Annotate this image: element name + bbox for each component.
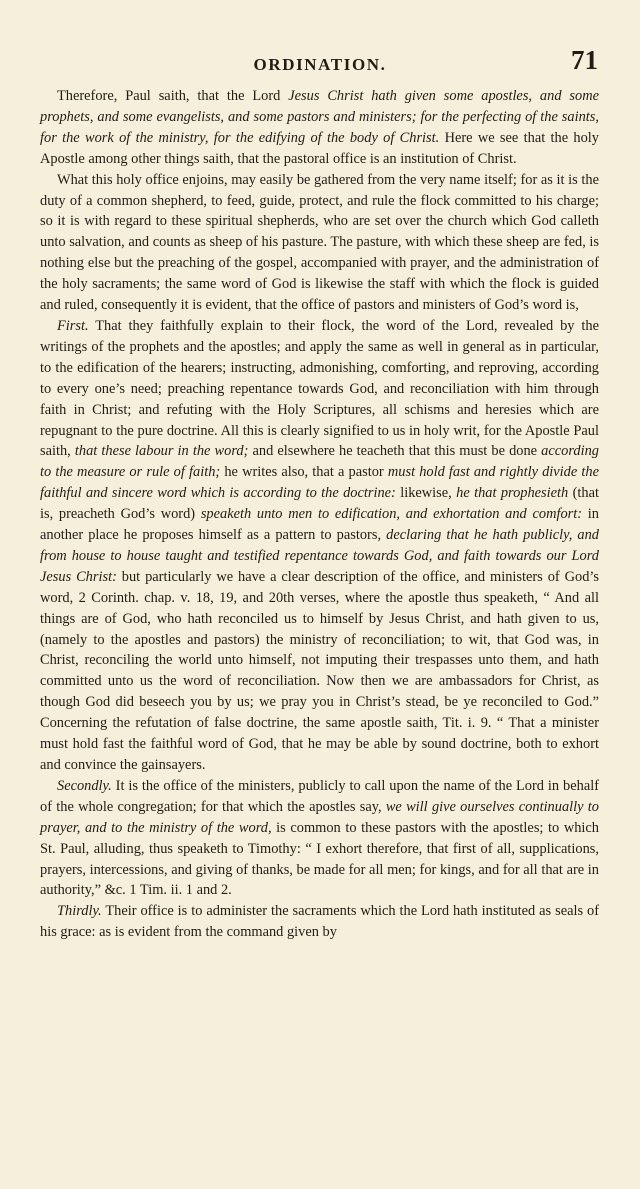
text-run: Their office is to administer the sacraments which the Lord hath instituted as seals of his grace: as is evident from the command given by <box>40 903 599 941</box>
text-run: Here we see that the holy Apostle among other things saith, that the pastoral office is an institution of Christ. <box>40 129 599 167</box>
paragraph <box>40 776 599 901</box>
italic-run: Thirdly. <box>57 903 102 920</box>
italic-run: according to the measure or rule of faith; <box>40 443 599 481</box>
text-run: but particularly we have a clear description of the office, and ministers of God’s word, 2 Corinth. chap. v. 18, 19, and 20th verses, where the apostle thus speaketh, “ And all things are of God, who hath reconciled us to himself by Jesus Christ, and hath given to us, (namely to the apostles and pastors) the ministry of reconciliation; to wit, that God was, in Christ, reconciling the world unto himself, not imputing their trespasses unto them, and hath committed unto us the word of reconciliation. Now then we are ambassadors for Christ, as though God did beseech you by us; we pray you in Christ’s stead, be ye reconciled to God.” Concerning the refutation of false doctrine, the same apostle saith, Tit. i. 9. “ That a minister must hold fast the faithful word of God, that he may be able by sound doctrine, both to exhort and convince the gainsayers. <box>40 568 599 773</box>
italic-run: he that prophesieth <box>456 485 569 502</box>
italic-run: Secondly. <box>57 777 112 794</box>
text-run: It is the office of the ministers, publicly to call upon the name of the Lord in behalf of the whole congregation; for that which the apostles say, <box>40 777 599 815</box>
text-run: likewise, <box>395 485 457 502</box>
text-run: Therefore, Paul saith, that the Lord <box>57 88 289 104</box>
italic-run: First. <box>57 317 89 334</box>
text-run: in another place he proposes himself as a pattern to pastors, <box>40 506 599 544</box>
text-run: What this holy office enjoins, may easily be gathered from the very name itself; for as it is the duty of a common shepherd, to feed, guide, protect, and rule the flock committed to his charge; so it is with regard to these spiritual shepherds, who are set over the church which God calleth unto salvation, and counts as sheep of his pasture. The pasture, with which these sheep are fed, is nothing else but the preaching of the gospel, accompanied with prayer, and the administration of the holy sacraments; the same word of God is likewise the staff with which the flock is guided and ruled, consequently it is evident, that the office of pastors and ministers of God’s word is, <box>40 171 599 314</box>
paragraph <box>40 86 599 170</box>
page-number: 71 <box>571 45 598 75</box>
text-run: and elsewhere he teacheth that this must be done <box>248 443 542 460</box>
italic-run: declaring that he hath publicly, and from house to house taught and testified repentance towards God, and faith towards our Lord Jesus Christ: <box>40 527 599 585</box>
paragraph <box>40 316 599 776</box>
italic-run: we will give ourselves continually to prayer, and to the ministry of the word, <box>40 798 599 836</box>
paragraph <box>40 901 599 943</box>
italic-run: must hold fast and rightly divide the faithful and sincere word which is according to the doctrine: <box>40 464 599 502</box>
page-title: ORDINATION. <box>253 55 387 74</box>
italic-run: that these labour in the word; <box>74 443 249 460</box>
italic-run: speaketh unto men to edification, and exhortation and comfort: <box>200 506 583 523</box>
paragraph <box>40 170 599 316</box>
text-run: he writes also, that a pastor <box>220 464 388 481</box>
text-run: is common to these pastors with the apostles; to which St. Paul, alluding, thus speaketh to Timothy: “ I exhort therefore, that first of all, supplications, prayers, intercessions, and giving of thanks, be made for all men; for kings, and for all that are in authority,” &c. 1 Tim. ii. 1 and 2. <box>40 819 599 899</box>
running-header <box>0 47 640 79</box>
body-text <box>40 86 599 943</box>
text-run: That they faithfully explain to their flock, the word of the Lord, revealed by the writings of the prophets and the apostles; and apply the same as well in general as in particular, to the edification of the hearers; instructing, admonishing, comforting, and reproving, according to every one’s need; preaching repentance towards God, and reconciliation with him through faith in Christ; and refuting with the Holy Scriptures, all schisms and heresies which are repugnant to the pure doctrine. All this is clearly signified to us in holy writ, for the Apostle Paul saith, <box>40 317 599 460</box>
italic-run: Jesus Christ hath given some apostles, and some prophets, and some evangelists, and some pastors and ministers; for the perfecting of the saints, for the work of the ministry, for the edifying of the body of Christ. <box>40 88 599 146</box>
text-run: (that is, preacheth God’s word) <box>40 485 599 523</box>
